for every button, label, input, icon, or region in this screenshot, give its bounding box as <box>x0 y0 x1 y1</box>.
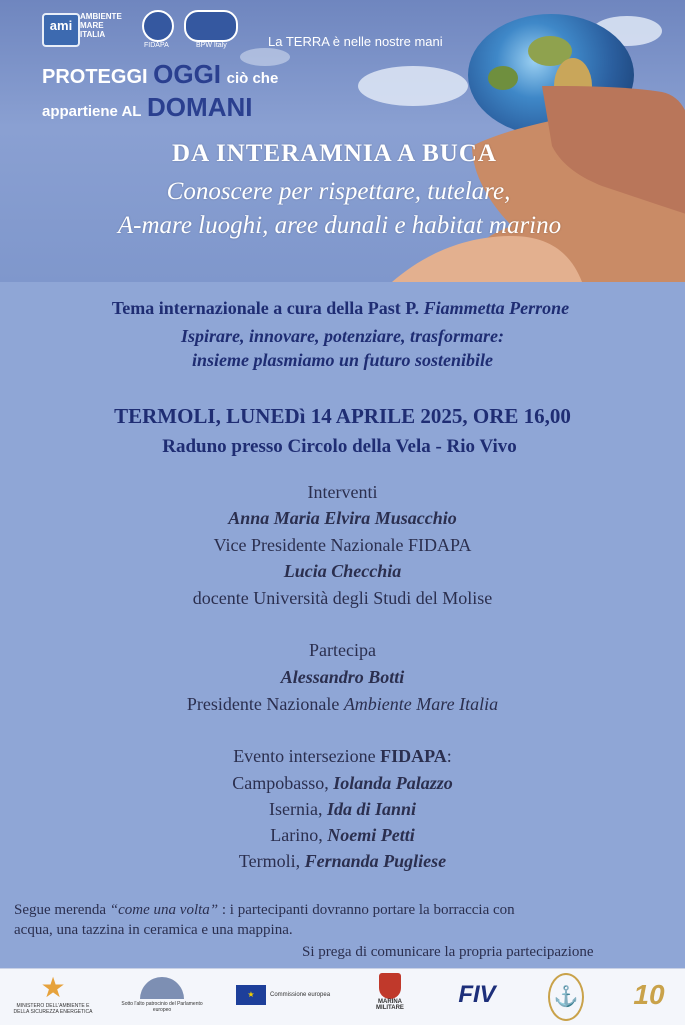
slogan-word: PROTEGGI <box>42 66 148 88</box>
anniversary-logo <box>624 979 674 1011</box>
intersezione-heading <box>0 746 685 767</box>
ministero-caption: MINISTERO DELL'AMBIENTE E DELLA SICUREZZA ENERGETICA <box>13 1003 93 1015</box>
guest-name: Alessandro Botti <box>280 667 405 687</box>
note-quote: “come una volta” <box>109 902 219 918</box>
guest-role <box>0 694 685 715</box>
lega-navale-logo <box>546 973 586 1021</box>
tema-line <box>0 298 683 319</box>
ministero-logo <box>8 973 98 1015</box>
marina-militare-logo <box>368 973 412 1011</box>
header-banner <box>0 0 685 282</box>
banner-title: DA INTERAMNIA A BUCA <box>172 140 497 167</box>
section-president: Ida di Ianni <box>326 799 417 819</box>
section-president: Fernanda Pugliese <box>304 851 447 871</box>
fiv-text: FIV <box>458 981 496 1008</box>
section-item <box>0 799 685 820</box>
sponsor-footer <box>0 968 685 1025</box>
section-item <box>0 851 685 872</box>
fiv-logo <box>446 981 508 1009</box>
note-line: acqua, una tazzina in ceramica e una mappina. <box>14 922 293 938</box>
slogan <box>42 60 278 126</box>
parlamento-europeo-logo <box>120 973 204 1013</box>
tema-line: Ispirare, innovare, potenziare, trasformare: <box>180 326 504 346</box>
tema-text: Tema internazionale a cura della Past P. <box>111 298 420 318</box>
intersezione-prefix: Evento intersezione <box>233 746 376 766</box>
fidapa-logo <box>142 10 174 42</box>
commissione-europea-logo <box>236 985 332 1005</box>
parliament-icon <box>140 977 184 999</box>
ami-logo: ami <box>42 13 80 47</box>
intersezione-suffix: : <box>446 746 452 766</box>
interventi-heading: Interventi <box>307 482 378 502</box>
section-city: Campobasso, <box>232 773 329 793</box>
bpw-logo <box>184 10 238 42</box>
section-city: Larino, <box>270 825 323 845</box>
crest-icon <box>379 973 401 999</box>
curator-name: Fiammetta Perrone <box>423 298 570 318</box>
section-city: Isernia, <box>268 799 323 819</box>
guest-role-prefix: Presidente Nazionale <box>186 694 340 714</box>
star-icon: ★ <box>40 972 66 1003</box>
tema-line: insieme plasmiamo un futuro sostenibile <box>191 350 494 370</box>
parlamento-caption: Sotto l'alto patrocinio del Parlamento europeo <box>121 1001 203 1013</box>
section-president: Iolanda Palazzo <box>333 773 453 793</box>
slogan-oggi: OGGI <box>153 59 222 89</box>
marina-caption: MARINA MILITARE <box>376 999 404 1011</box>
intersezione-org: FIDAPA <box>380 746 447 766</box>
fidapa-caption: FIDAPA <box>144 42 169 49</box>
slogan-word: ciò che <box>226 70 279 87</box>
note-line <box>14 902 515 919</box>
note-line: Si prega di comunicare la propria partecipazione <box>302 944 594 960</box>
event-date: TERMOLI, LUNEDì 14 APRILE 2025, ORE 16,00 <box>114 404 571 428</box>
commissione-caption: Commissione europea <box>270 992 331 998</box>
speaker-name: Anna Maria Elvira Musacchio <box>228 508 457 528</box>
section-item <box>0 825 685 846</box>
ami-logo-text: AMBIENTE MARE ITALIA <box>80 12 122 39</box>
terra-slogan: La TERRA è nelle nostre mani <box>268 34 443 49</box>
slogan-domani: DOMANI <box>147 92 253 122</box>
speaker-role: docente Università degli Studi del Molise <box>192 588 493 608</box>
speaker-role: Vice Presidente Nazionale FIDAPA <box>213 535 472 555</box>
section-president: Noemi Petti <box>327 825 415 845</box>
guest-role-org: Ambiente Mare Italia <box>343 694 499 714</box>
banner-subtitle: A-mare luoghi, aree dunali e habitat marino <box>117 212 562 239</box>
speaker-name: Lucia Checchia <box>283 561 402 581</box>
anniversary-text: 10 <box>633 979 665 1010</box>
section-city: Termoli, <box>238 851 301 871</box>
event-place: Raduno presso Circolo della Vela - Rio Vivo <box>162 436 517 457</box>
bpw-caption: BPW Italy <box>196 42 227 49</box>
section-item <box>0 773 685 794</box>
anchor-icon: ⚓ <box>548 973 584 1021</box>
banner-subtitle: Conoscere per rispettare, tutelare, <box>166 178 511 205</box>
eu-flag-icon: ★ <box>236 985 266 1005</box>
note-text: : i partecipanti dovranno portare la borraccia con <box>221 902 515 918</box>
slogan-word: appartiene AL <box>42 103 142 120</box>
note-text: Segue merenda <box>14 902 107 918</box>
partecipa-heading: Partecipa <box>309 640 376 660</box>
